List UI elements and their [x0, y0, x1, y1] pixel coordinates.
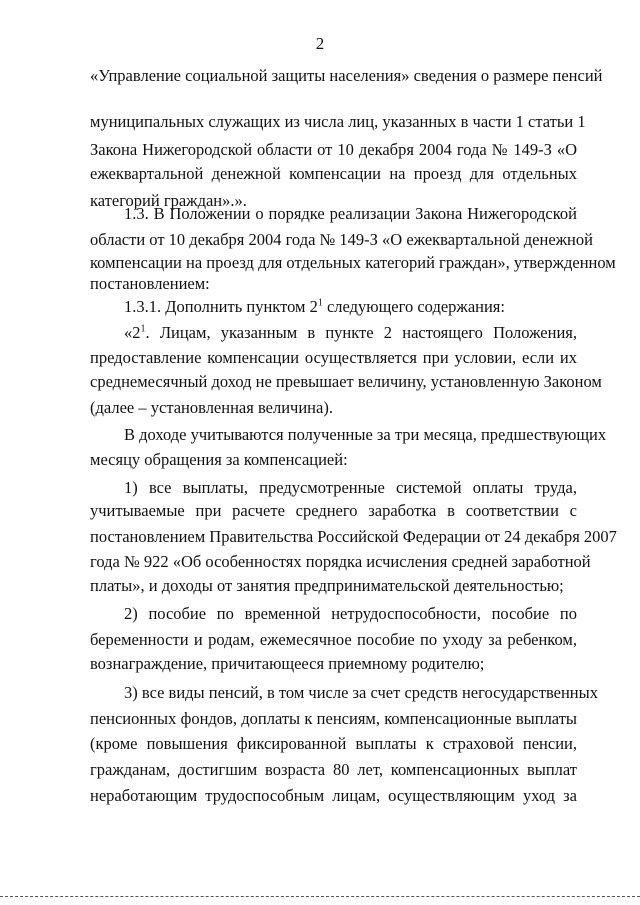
- text-line: компенсации на проезд для отдельных категорий граждан», утвержденном: [90, 253, 616, 272]
- text-line-quote: [124, 323, 577, 343]
- superscript: 1: [140, 323, 146, 335]
- text-line: «Управление социальной защиты населения» сведения о размере пенсий: [90, 66, 603, 85]
- text-line: (кроме повышения фиксированной выплаты к страховой пенсии,: [90, 734, 577, 753]
- text-line: учитываемые при расчете среднего заработка в соответствии с: [90, 501, 577, 520]
- text-line: неработающим трудоспособным лицам, осуществляющим уход за: [90, 786, 577, 805]
- text-line: предоставление компенсации осуществляется при условии, если их: [90, 348, 577, 367]
- text-line: платы», и доходы от занятия предпринимательской деятельностью;: [90, 576, 564, 595]
- text-fragment: 1.3.1. Дополнить пунктом 2: [124, 297, 318, 316]
- text-line: 1.3. В Положении о порядке реализации Закона Нижегородской: [124, 204, 577, 223]
- text-fragment: . Лицам, указанным в пункте 2 настоящего Положения,: [145, 323, 577, 342]
- text-line: гражданам, достигшим возраста 80 лет, компенсационных выплат: [90, 760, 577, 779]
- superscript: 1: [317, 297, 323, 309]
- text-line-1-3-1: [124, 297, 577, 317]
- text-line: 3) все виды пенсий, в том числе за счет средств негосударственных: [124, 683, 598, 702]
- text-line: ежеквартальной денежной компенсации на проезд для отдельных: [90, 164, 577, 183]
- scan-edge-divider: [0, 896, 640, 897]
- text-line: постановлением Правительства Российской Федерации от 24 декабря 2007: [90, 527, 617, 546]
- text-fragment: следующего содержания:: [322, 297, 505, 316]
- text-line: беременности и родам, ежемесячное пособие по уходу за ребенком,: [90, 630, 577, 649]
- text-fragment: «2: [124, 323, 141, 342]
- text-line: вознаграждение, причитающееся приемному родителю;: [90, 654, 485, 673]
- text-line: Закона Нижегородской области от 10 декабря 2004 года № 149-З «О: [90, 140, 577, 159]
- text-line: месяцу обращения за компенсацией:: [90, 450, 348, 469]
- text-line: 1) все выплаты, предусмотренные системой оплаты труда,: [124, 478, 577, 497]
- text-line: года № 922 «Об особенностях порядка исчисления средней заработной: [90, 552, 591, 571]
- text-line: пенсионных фондов, доплаты к пенсиям, компенсационные выплаты: [90, 709, 577, 728]
- text-line: категорий граждан».».: [90, 191, 247, 210]
- text-line: 2) пособие по временной нетрудоспособности, пособие по: [124, 604, 577, 623]
- text-line: области от 10 декабря 2004 года № 149-З «О ежеквартальной денежной: [90, 230, 593, 249]
- text-line: (далее – установленная величина).: [90, 398, 333, 417]
- text-line: муниципальных служащих из числа лиц, указанных в части 1 статьи 1: [90, 112, 586, 131]
- text-line: среднемесячный доход не превышает величину, установленную Законом: [90, 372, 602, 391]
- page-number: 2: [315, 34, 325, 53]
- text-line: постановлением:: [90, 274, 210, 293]
- text-line: В доходе учитываются полученные за три месяца, предшествующих: [124, 425, 607, 444]
